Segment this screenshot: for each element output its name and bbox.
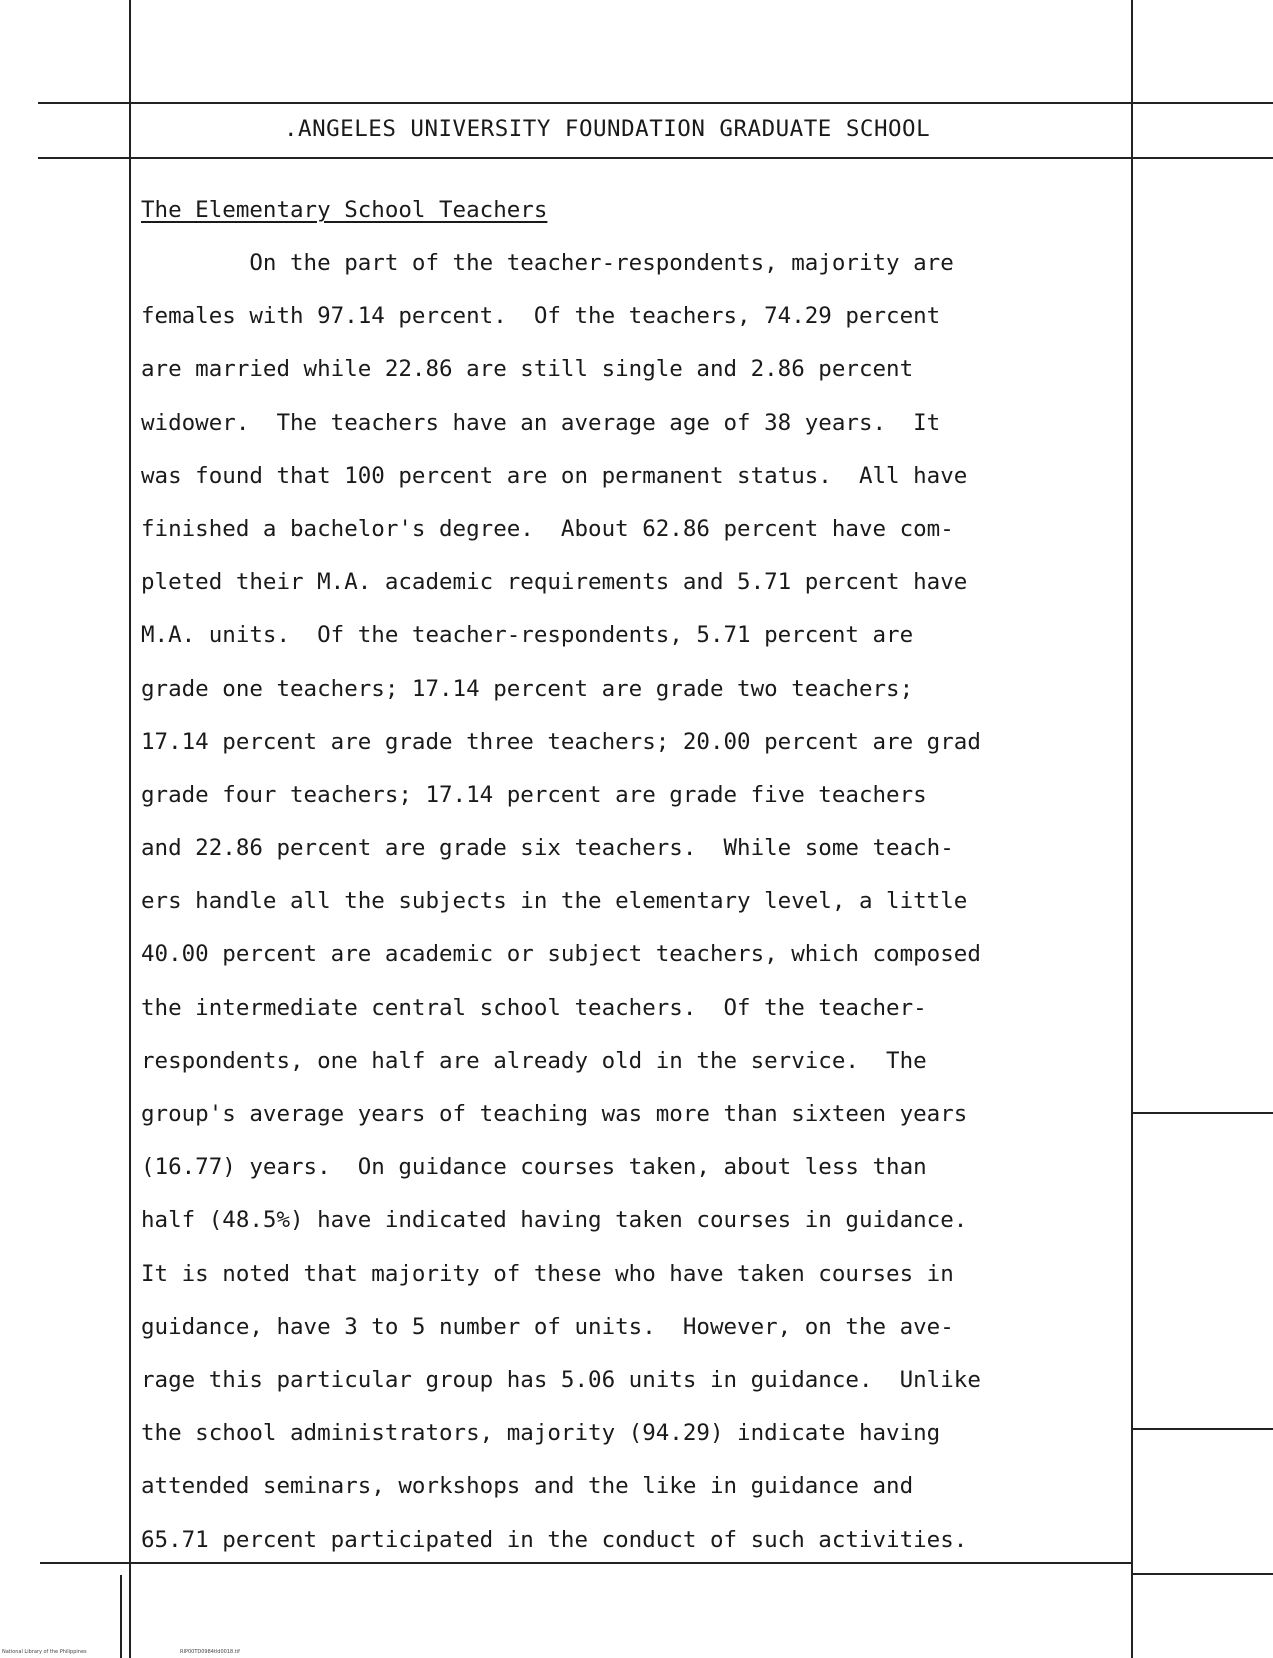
body-line: grade one teachers; 17.14 percent are grade two teachers; — [141, 675, 914, 702]
header-top-rule — [38, 102, 1273, 104]
body-line: group's average years of teaching was more than sixteen years — [141, 1101, 968, 1127]
body-line: On the part of the teacher-respondents, majority are — [141, 250, 954, 276]
body-line: and 22.86 percent are grade six teachers. While some teach- — [141, 835, 954, 862]
margin-rule — [1133, 1112, 1273, 1114]
body-line: 65.71 percent participated in the conduct of such activities. — [141, 1526, 968, 1553]
body-line: guidance, have 3 to 5 number of units. However, on the ave- — [141, 1313, 954, 1340]
body-line: respondents, one half are already old in the service. The — [141, 1047, 927, 1074]
body-line: rage this particular group has 5.06 units in guidance. Unlike — [141, 1366, 981, 1393]
margin-rule — [1133, 1428, 1273, 1430]
body-line: widower. The teachers have an average age of 38 years. It — [141, 409, 941, 436]
body-line: attended seminars, workshops and the like in guidance and — [141, 1473, 914, 1500]
school-header: .ANGELES UNIVERSITY FOUNDATION GRADUATE SCHOOL — [284, 116, 931, 142]
body-line: grade four teachers; 17.14 percent are grade five teachers — [141, 781, 927, 808]
body-line: (16.77) years. On guidance courses taken, about less than — [141, 1154, 927, 1181]
margin-rule — [1133, 1573, 1273, 1575]
body-line: the intermediate central school teachers. Of the teacher- — [141, 994, 927, 1021]
body-line: M.A. units. Of the teacher-respondents, 5.71 percent are — [141, 622, 914, 649]
body-line: was found that 100 percent are on permanent status. All have — [141, 462, 968, 489]
body-line: finished a bachelor's degree. About 62.86 percent have com- — [141, 515, 954, 542]
footer-file-code: RIP00TD0984tld0018.tif — [180, 1649, 240, 1655]
body-line: the school administrators, majority (94.29) indicate having — [141, 1420, 941, 1447]
body-line: 17.14 percent are grade three teachers; 20.00 percent are grad — [141, 728, 981, 755]
footer-source: National Library of the Philippines — [2, 1649, 87, 1655]
body-line: It is noted that majority of these who have taken courses in — [141, 1260, 954, 1287]
body-line: 40.00 percent are academic or subject teachers, which composed — [141, 941, 981, 968]
frame-right-rule — [1131, 0, 1133, 1658]
body-line: females with 97.14 percent. Of the teachers, 74.29 percent — [141, 303, 941, 330]
body-line: half (48.5%) have indicated having taken courses in guidance. — [141, 1207, 968, 1234]
section-title: The Elementary School Teachers — [141, 197, 548, 223]
body-line: are married while 22.86 are still single and 2.86 percent — [141, 356, 914, 383]
frame-left-rule — [129, 0, 131, 1658]
frame-stub-rule — [120, 1575, 122, 1658]
body-text — [141, 250, 1131, 1580]
header-bottom-rule — [38, 157, 1273, 159]
body-line: pleted their M.A. academic requirements and 5.71 percent have — [141, 569, 968, 596]
body-line: ers handle all the subjects in the elementary level, a little — [141, 888, 968, 915]
